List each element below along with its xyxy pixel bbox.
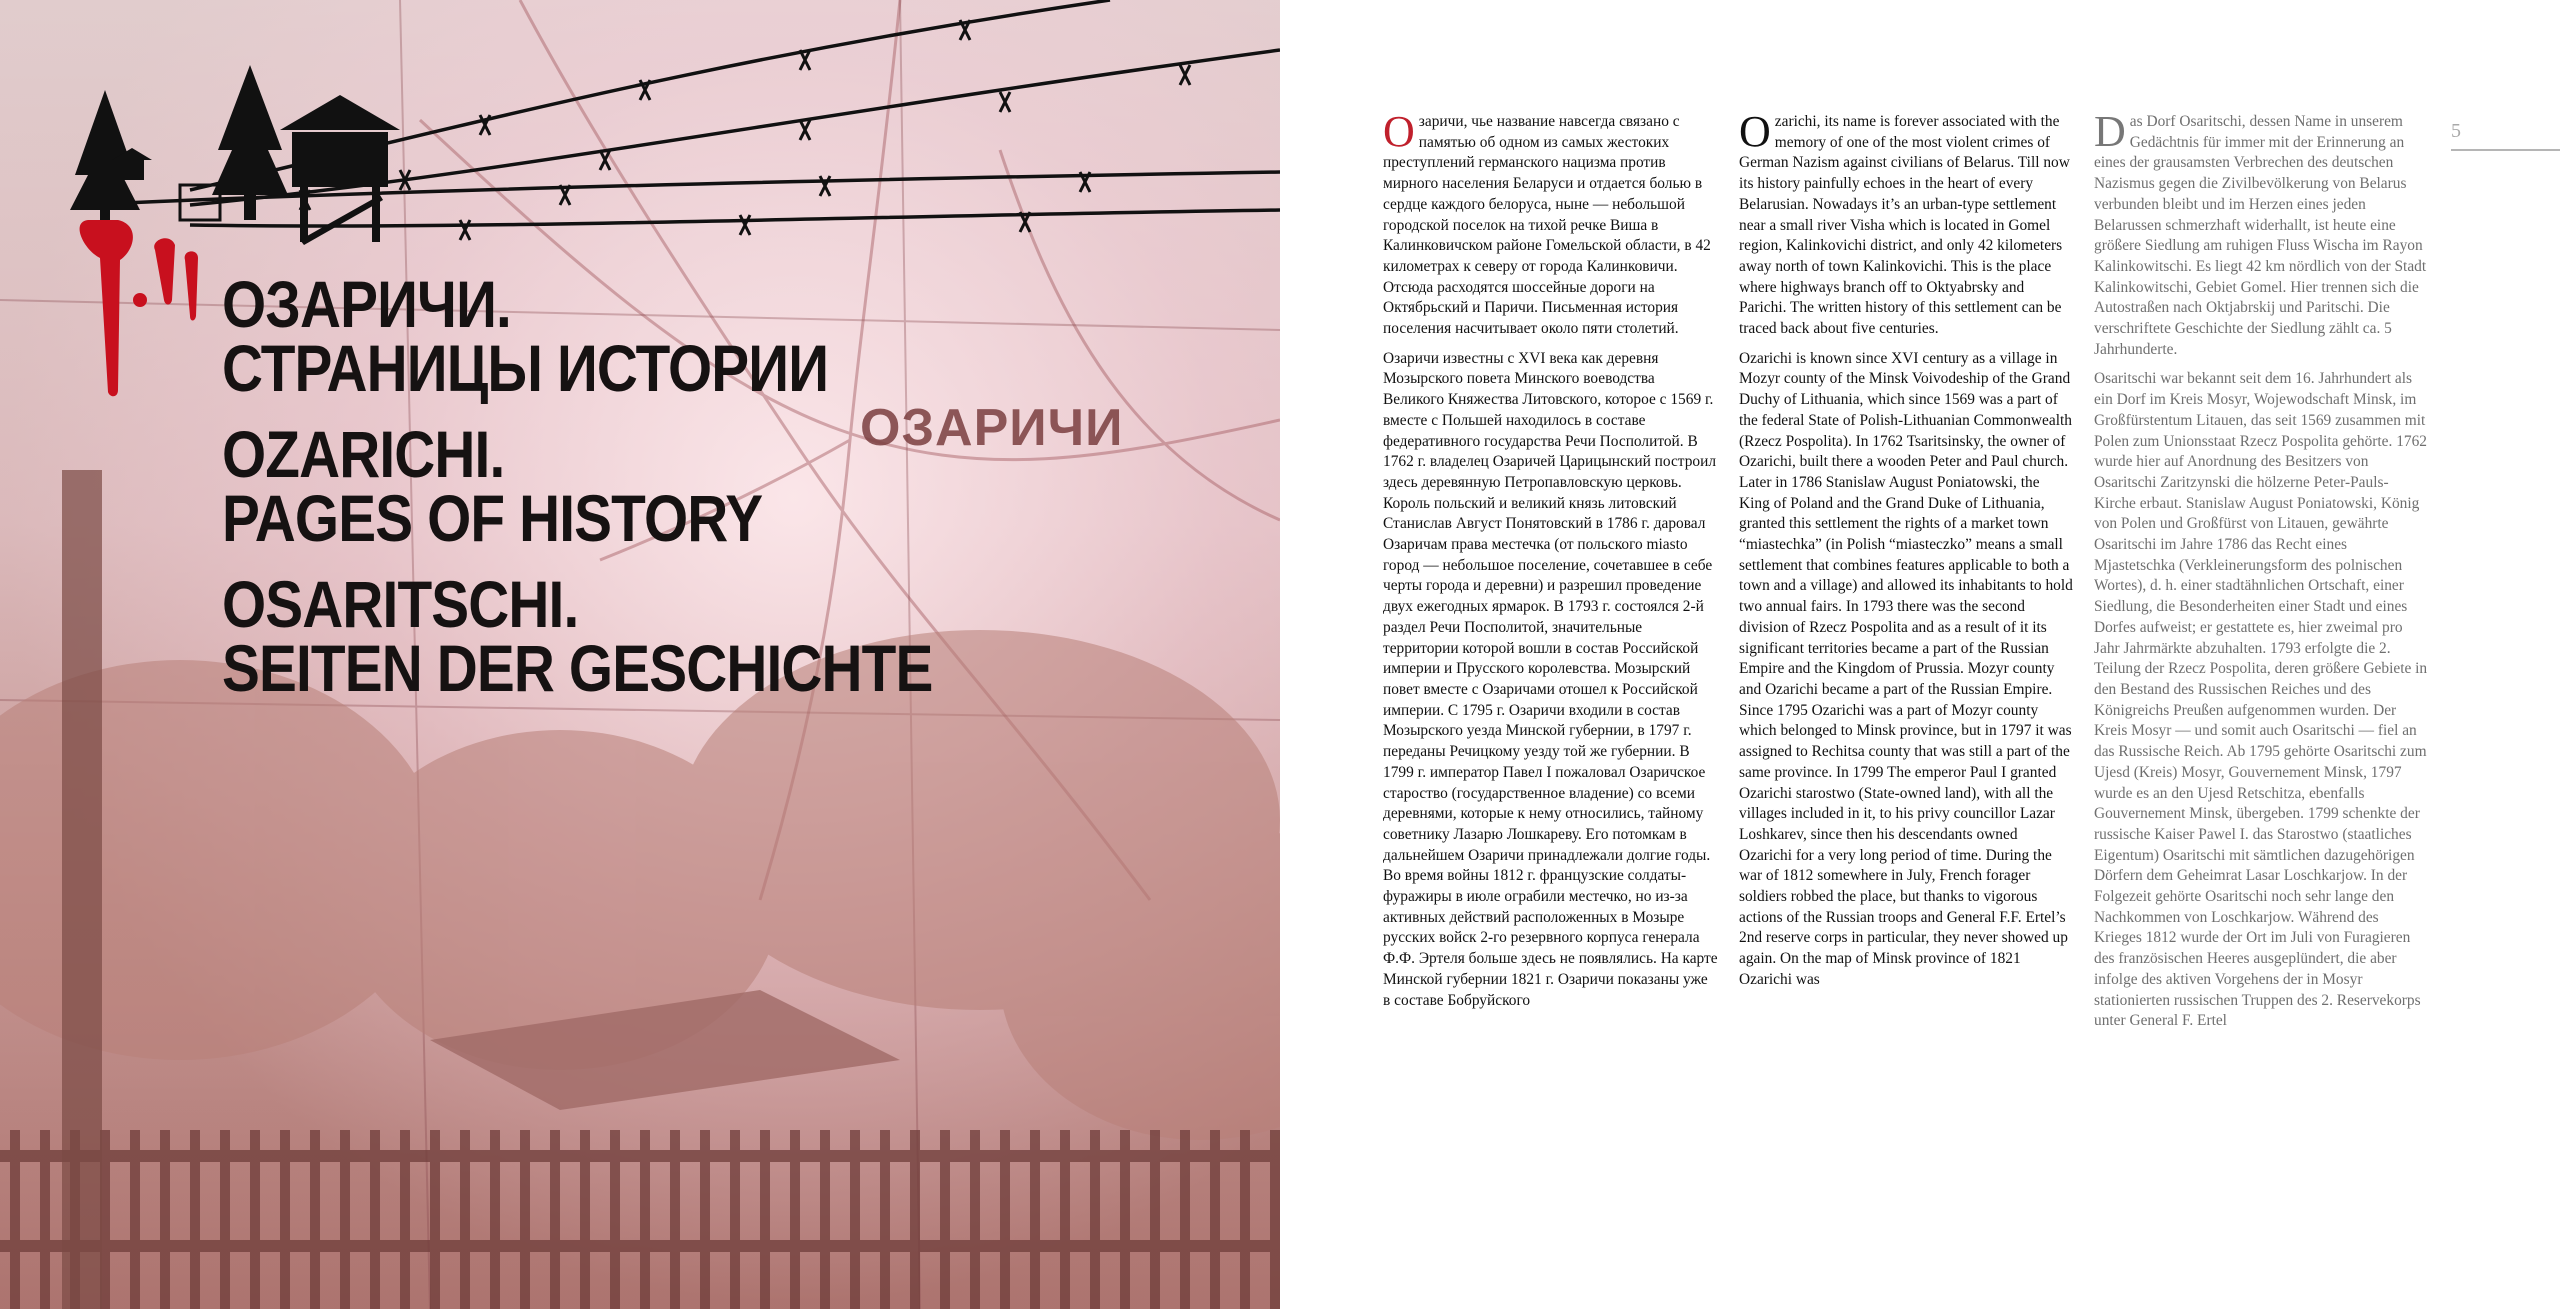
title-english <box>222 417 1048 555</box>
page-number-rule <box>2451 149 2560 151</box>
title-russian-line2: СТРАНИЦЫ ИСТОРИИ <box>222 331 829 405</box>
russian-paragraph-2: Озаричи известны с XVI века как деревня Мозырского повета Минского воеводства Великого Княжества Литовского, которое с 1569 г. вместе с Польшей находилось в составе федеративного государства Речи Посполитой. В 1762 г. владелец Озаричей Царицынский построил здесь деревянную Петропавловскую церковь. Король польский и великий князь литовский Станислав Август Понятовский в 1786 г. даровал Озаричам права местечка (от польского miasto город — небольшое поселение, сочетавшее в себе черты города и деревни) и разрешил проведение двух ежегодных ярмарок. В 1793 г. состоялся 2-й раздел Речи Посполитой, значительные территории которой вошли в состав Российской империи и Прусского королевства. Мозырский повет вместе с Озаричами отошел к Российской империи. С 1795 г. Озаричи входили в состав Мозырского уезда Минской губернии, в 1797 г. переданы Речицкому уезду той же губернии. В 1799 г. император Павел I пожаловал Озаричское староство (государственное владение) со всеми деревнями, которые к нему относились, тайному советнику Лазарю Лошкареву. Его потомкам в дальнейшем Озаричи принадлежали долгие годы. Во время войны 1812 г. французские солдаты-фуражиры в июле ограбили местечко, но из-за активных действий расположенных в Мозыре русских войск 2-го резервного корпуса генерала Ф.Ф. Эртеля больше здесь не появлялись. На карте Минской губернии 1821 г. Озаричи показаны уже в составе Бобруйского <box>1383 349 1718 1009</box>
german-dropcap: D <box>2094 107 2126 156</box>
russian-dropcap: О <box>1383 107 1415 156</box>
title-german <box>222 567 1048 705</box>
russian-paragraph-1 <box>1383 107 1718 340</box>
german-paragraph-1-text: as Dorf Osaritschi, dessen Name in unserem Gedächtnis für immer mit der Erinnerung an eines der grausamsten Verbrechen des deutschen Nazismus gegen die Zivilbevölkerung von Belarus verbunden bleibt und im Herzen eines jeden Belarussen schmerzhaft widerhallt, ist heute eine größere Siedlung am ruhigen Fluss Wischa im Rayon Kalinkowitschi. Es liegt 42 km nördlich von der Stadt Kalinkowitschi, Gebiet Gomel. Hier trennen sich die Autostraßen nach Oktjabrskij und Paritschi. Die verschriftete Geschichte der Siedlung zählt ca. 5 Jahrhunderte. <box>2094 113 2427 358</box>
title-german-line1: OSARITSCHI. <box>222 567 579 641</box>
map-label-ozarichi: ОЗАРИЧИ <box>860 399 1124 457</box>
german-column <box>2094 107 2429 1041</box>
english-paragraph-1-text: zarichi, its name is forever associated with the memory of one of the most violent crimes of German Nazism against civilians of Belarus. Till now its history painfully echoes in the heart of every Belarusian. Nowadays it’s an urban-type settlement near a small river Visha which is located in Gomel region, Kalinkovichi district, and only 42 kilometers away north of town Kalinkovichi. This is the place where highways branch off to Oktyabrsky and Parichi. The written history of this settlement can be traced back about five centuries. <box>1739 113 2070 338</box>
german-paragraph-2: Osaritschi war bekannt seit dem 16. Jahrhundert als ein Dorf im Kreis Mosyr, Wojewodschaft Minsk, im Großfürstentum Litauen, das seit 1569 zusammen mit Polen zum Unionsstaat Rzecz Pospolita gehörte. 1762 wurde hier auf Anordnung des Besitzers von Osaritschi Zaritzynski die hölzerne Peter-Pauls-Kirche erbaut. Stanislaw August Poniatowski, König von Polen und Großfürst von Litauen, gewährte Osaritschi im Jahre 1786 das Recht eines Mjastetschka (Verkleinerungsform des polnischen Wortes), d. h. einer stadtähnlichen Ortschaft, einer Siedlung, die Besonderheiten einer Stadt und eines Dorfes aufweist; er gestattete es, hier zweimal pro Jahr Jahrmärkte abzuhalten. 1793 erfolgte die 2. Teilung der Rzecz Pospolita, deren größere Gebiete in den Bestand des Russischen Reiches und des Königreichs Preußen aufgenommen wurden. Der Kreis Mosyr — und somit auch Osaritschi — fiel an das Russische Reich. Ab 1795 gehörte Osaritschi zum Ujesd (Kreis) Mosyr, Gouvernement Minsk, 1797 wurde es an den Ujesd Retschitza, ebenfalls Gouvernement Minsk, übergeben. 1799 schenkte der russische Kaiser Pawel I. das Starostwo (staatliches Eigentum) Osaritschi mit sämtlichen dazugehörigen Dörfern dem Geheimrat Lasar Loschkarjow. In der Folgezeit gehörte Osaritschi noch sehr lange den Nachkommen von Loschkarjow. Während des Krieges 1812 wurde der Ort im Juli von Furagieren des französischen Heeres ausgeplündert, die aber infolge des aktiven Vorgehens der in Mosyr stationierten russischen Truppen des 2. Reservekorps unter General F. Ertel <box>2094 370 2428 1030</box>
title-english-line1: OZARICHI. <box>222 417 505 491</box>
picket-fence <box>0 1130 1280 1309</box>
title-english-line2: PAGES OF HISTORY <box>222 481 763 555</box>
english-paragraph-2: Ozarichi is known since XVI century as a village in Mozyr county of the Minsk Voivodeship of the Grand Duchy of Lithuania, which since 1569 was a part of the federal State of Polish-Lithuanian Commonwealth (Rzecz Pospolita). In 1762 Tsaritsinsky, the owner of Ozarichi, built there a wooden Peter and Paul church. Later in 1786 Stanislaw August Poniatowski, the King of Poland and the Grand Duke of Lithuania, granted this settlement the rights of a market town “miastechka” (in Polish “miasteczko” means a small settlement that combines features applicable to both a town and a village) and allowed its inhabitants to hold two annual fairs. In 1793 there was the second division of Rzecz Pospolita and as a result of it its significant territories became a part of the Russian Empire and the Kingdom of Prussia. Mozyr county and Ozarichi became a part of the Russian Empire. Since 1795 Ozarichi was a part of Mozyr county which belonged to Minsk province, but in 1797 it was assigned to Rechitsa county that was still a part of the same province. In 1799 The emperor Paul I granted Ozarichi starostwo (State-owned land), with all the villages included in it, to his privy councillor Lazar Loshkarev, since then his descendants owned Ozarichi for a very long period of time. During the war of 1812 somewhere in July, French forager soldiers robbed the place, but thanks to vigorous actions of the Russian troops and General F.F. Ertel’s 2nd reserve corps in particular, they never showed up again. On the map of Minsk province of 1821 Ozarichi was <box>1739 349 2073 988</box>
page-number: 5 <box>2451 120 2461 142</box>
title-german-line2: SEITEN DER GESCHICHTE <box>222 631 933 705</box>
title-block <box>222 267 1048 722</box>
title-russian-line1: ОЗАРИЧИ. <box>222 267 511 341</box>
english-paragraph-1 <box>1739 107 2074 340</box>
english-dropcap: O <box>1739 107 1771 156</box>
title-russian <box>222 267 1048 405</box>
blood-drips-icon <box>80 220 198 396</box>
russian-column <box>1383 107 1718 1020</box>
wooden-post <box>62 470 102 1309</box>
german-paragraph-1 <box>2094 107 2429 360</box>
english-column <box>1739 107 2074 1000</box>
russian-paragraph-1-text: заричи, чье название навсегда связано с памятью об одном из самых жестоких преступлений германского нацизма против мирного населения Беларуси и отдается болью в сердце каждого белоруса, ныне — небольшой городской поселок на тихой речке Виша в Калинковичском районе Гомельской области, в 42 километрах к северу от города Калинковичи. Отсюда расходятся шоссейные дороги на Октябрьский и Паричи. Письменная история поселения насчитывает около пяти столетий. <box>1383 113 1711 338</box>
